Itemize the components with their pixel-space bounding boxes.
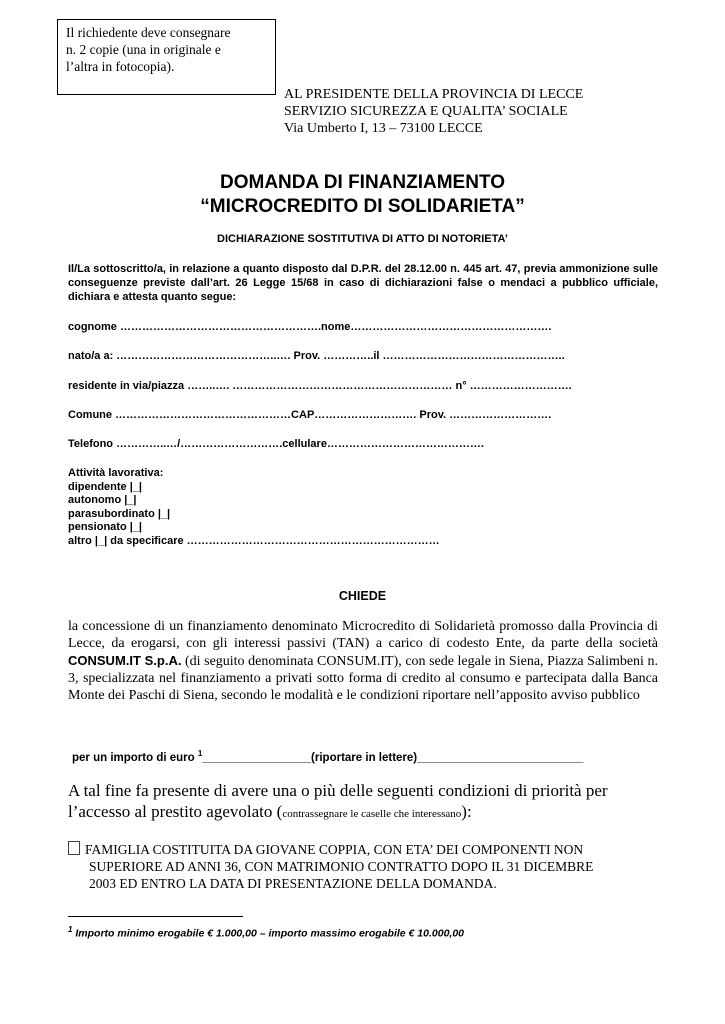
company-name: CONSUM.IT S.p.A. [68,653,182,668]
young-family-line-1: FAMIGLIA COSTITUITA DA GIOVANE COPPIA, CON ETA’ DEI COMPONENTI NON [85,842,584,857]
request-heading: CHIEDE [338,589,387,603]
work-option-retired[interactable]: pensionato |_| [68,521,142,533]
amount-blank[interactable]: _________________(riportare in lettere)__________________________ [202,751,584,764]
request-paragraph [68,618,658,704]
young-family-option[interactable] [68,841,660,892]
work-option-parasubordinate[interactable]: parasubordinato |_| [68,507,171,520]
priority-instruction: contrassegnare le caselle che interessano [282,808,462,820]
priority-end: ): [461,802,472,821]
footnote-ref: 1 [197,749,203,758]
priority-intro-text: A tal fine fa presente di avere una o più delle seguenti condizioni di priorità per l’accesso al prestito agevolato ( [68,781,608,821]
surname-name-field[interactable]: cognome ……………………………………………….nome………………………………………………. [68,321,552,333]
young-family-line-2: SUPERIORE AD ANNI 36, CON MATRIMONIO CONTRATTO DOPO IL 31 DICEMBRE [89,859,594,874]
municipality-field[interactable]: Comune …………………………………………CAP………………………. Prov. ………………………. [68,409,552,421]
note-box [57,19,276,95]
work-option-other[interactable]: altro |_| da specificare …………………………………………………………… [68,534,440,547]
note-line: Il richiedente deve consegnare [66,25,231,40]
footnote-text: Importo minimo erogabile € 1.000,00 – importo massimo erogabile € 10.000,00 [72,927,465,940]
recipient-line: SERVIZIO SICUREZZA E QUALITA’ SOCIALE [284,104,568,119]
work-option-self-employed[interactable]: autonomo |_| [68,494,137,506]
birthplace-field[interactable]: nato/a a: ……………………………………..…. Prov. …………..il ………………………………………….. [68,350,565,362]
recipient-line: Via Umberto I, 13 – 73100 LECCE [284,121,483,136]
work-activity-heading: Attività lavorativa: [68,467,164,479]
amount-label: per un importo di euro [72,751,198,764]
checkbox-icon[interactable] [68,841,80,855]
footnote-divider [68,916,243,917]
amount-line[interactable] [72,749,583,764]
work-option-employee[interactable]: dipendente |_| [68,480,142,493]
young-family-line-3: 2003 ED ENTRO LA DATA DI PRESENTAZIONE DELLA DOMANDA. [89,876,497,891]
document-subtitle: “MICROCREDITO DI SOLIDARIETA” [200,196,525,217]
priority-intro [68,780,668,825]
request-text-1: la concessione di un finanziamento denominato Microcredito di Solidarietà promosso dalla Provincia di Lecce, da erogarsi, con gli interessi passivi (TAN) a carico di codesto Ente, da parte della società [68,619,658,651]
document-title: DOMANDA DI FINANZIAMENTO [220,172,505,193]
residence-field[interactable]: residente in via/piazza ……..…. …………………………………………………… n° ………………………. [68,380,572,392]
declaration-heading: DICHIARAZIONE SOSTITUTIVA DI ATTO DI NOTORIETA’ [217,233,508,245]
intro-paragraph: Il/La sottoscritto/a, in relazione a quanto disposto dal D.P.R. del 28.12.00 n. 445 art. 47, previa ammonizione sulle conseguenze previste dall’art. 26 Legge 15/68 in caso di dichiarazioni false o mendaci a pubblico ufficiale, dichiara e attesta quanto segue: [68,263,658,303]
footnote-number: 1 [68,925,73,934]
note-line: n. 2 copie (una in originale e [66,42,221,57]
note-line: l’altra in fotocopia). [66,59,175,74]
phone-field[interactable]: Telefono …………..…/……………………….cellulare……………………………………. [68,438,484,450]
work-activity-section [68,467,440,548]
recipient-address [284,86,583,137]
recipient-line: AL PRESIDENTE DELLA PROVINCIA DI LECCE [284,87,584,102]
request-text-2: (di seguito denominata CONSUM.IT), con sede legale in Siena, Piazza Salimbeni n. 3, specializzata nel finanziamento a privati sotto forma di credito al consumo e partecipata dalla Banca Monte dei Paschi di Siena, secondo le modalità e le condizioni riportare nell’apposito avviso pubblico [68,654,659,703]
footnote [68,925,464,940]
